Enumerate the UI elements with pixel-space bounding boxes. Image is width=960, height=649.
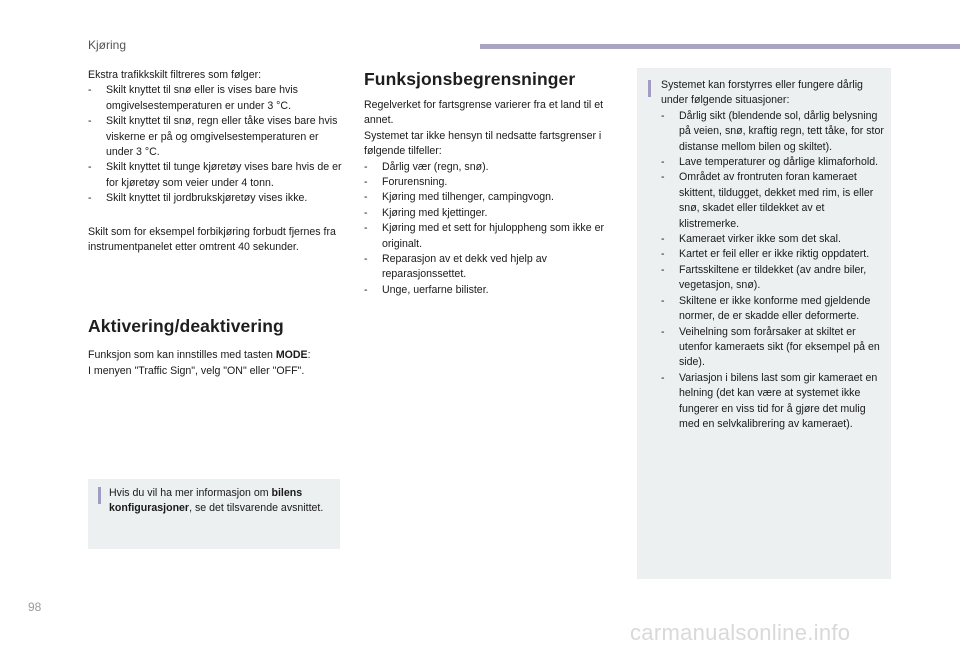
header-accent-bar [480, 44, 960, 49]
section-label: Kjøring [88, 38, 127, 52]
list-item: - Kjøring med kjettinger. [364, 206, 619, 221]
watermark: carmanualsonline.info [630, 620, 851, 645]
limitations-p2: Systemet tar ikke hensyn til nedsatte fartsgrenser i følgende tilfeller: [364, 129, 602, 158]
info-bold-link-text: bilens konfigurasjoner [109, 487, 303, 515]
list-item: - Dårlig vær (regn, snø). [364, 160, 619, 175]
info-icon [98, 487, 101, 504]
list-item: - Skilt knyttet til jordbrukskjøretøy vises ikke. [88, 191, 343, 206]
list-item: - Unge, uerfarne bilister. [364, 283, 619, 298]
filters-list [88, 83, 343, 206]
disturbances-intro: Systemet kan forstyrres eller fungere dårlig under følgende situasjoner: [661, 79, 863, 107]
list-item: - Kjøring med et sett for hjuloppheng som ikke er originalt. [364, 221, 619, 252]
list-item: - Forurensning. [364, 175, 619, 190]
mode-key-label: MODE [275, 349, 308, 362]
filters-intro: Ekstra trafikkskilt filtreres som følger: [88, 69, 262, 81]
disturbances-text [661, 78, 885, 432]
info-box-disturbances [637, 68, 891, 579]
list-item: - Variasjon i bilens last som gir kameraet en helning (det kan være at systemet ikke fungerer en viss tid for å gjøre det mulig med en selvkalibrering av kameraet). [661, 371, 885, 433]
activation-heading: Aktivering/deaktivering [88, 316, 284, 337]
limitations-list [364, 160, 619, 299]
list-item: - Skiltene er ikke konforme med gjeldende normer, de er skadde eller deformerte. [661, 294, 885, 325]
menu-instruction: I menyen "Traffic Sign", velg "ON" eller "OFF". [88, 364, 305, 377]
list-item: - Området av frontruten foran kameraet skittent, tildugget, dekket med rim, is eller snø, skadet eller tildekket av et klistremerke. [661, 170, 885, 232]
list-item: - Skilt knyttet til snø eller is vises bare hvis omgivelsestemperaturen er under 3 °C. [88, 83, 343, 114]
list-item: - Reparasjon av et dekk ved hjelp av reparasjonssettet. [364, 252, 619, 283]
list-item: - Skilt knyttet til snø, regn eller tåke vises bare hvis viskerne er på og omgivelsestemperaturen er under 3 °C. [88, 114, 343, 160]
page-number: 98 [28, 600, 42, 614]
activation-text: Funksjon som kan innstilles med tasten MODE: [88, 349, 311, 362]
disturbances-list [661, 109, 885, 433]
list-item: - Dårlig sikt (blendende sol, dårlig belysning på veien, snø, kraftig regn, tett tåke, for stor distanse mellom bilen og skiltet). [661, 109, 885, 155]
info-text: Hvis du vil ha mer informasjon om bilens konfigurasjoner, se det tilsvarende avsnittet. [109, 487, 324, 515]
list-item: - Lave temperaturer og dårlige klimaforhold. [661, 155, 885, 170]
example-text: Skilt som for eksempel forbikjøring forbudt fjernes fra instrumentpanelet etter omtrent 40 sekunder. [88, 225, 336, 254]
list-item: - Skilt knyttet til tunge kjøretøy vises bare hvis de er for kjøretøy som veier under 4 tonn. [88, 160, 343, 191]
column-middle [364, 68, 619, 298]
list-item: - Veihelning som forårsaker at skiltet er utenfor kameraets sikt (for eksempel på en side). [661, 325, 885, 371]
list-item: - Kameraet virker ikke som det skal. [661, 232, 885, 247]
list-item: - Kartet er feil eller er ikke riktig oppdatert. [661, 247, 885, 262]
list-item: - Fartsskiltene er tildekket (av andre biler, vegetasjon, snø). [661, 263, 885, 294]
list-item: - Kjøring med tilhenger, campingvogn. [364, 190, 619, 205]
info-box-configuration [88, 479, 340, 549]
column-left [88, 68, 343, 379]
info-icon [648, 80, 651, 97]
limitations-heading: Funksjonsbegrensninger [364, 69, 576, 89]
limitations-p1: Regelverket for fartsgrense varierer fra et land til et annet. [364, 99, 604, 127]
